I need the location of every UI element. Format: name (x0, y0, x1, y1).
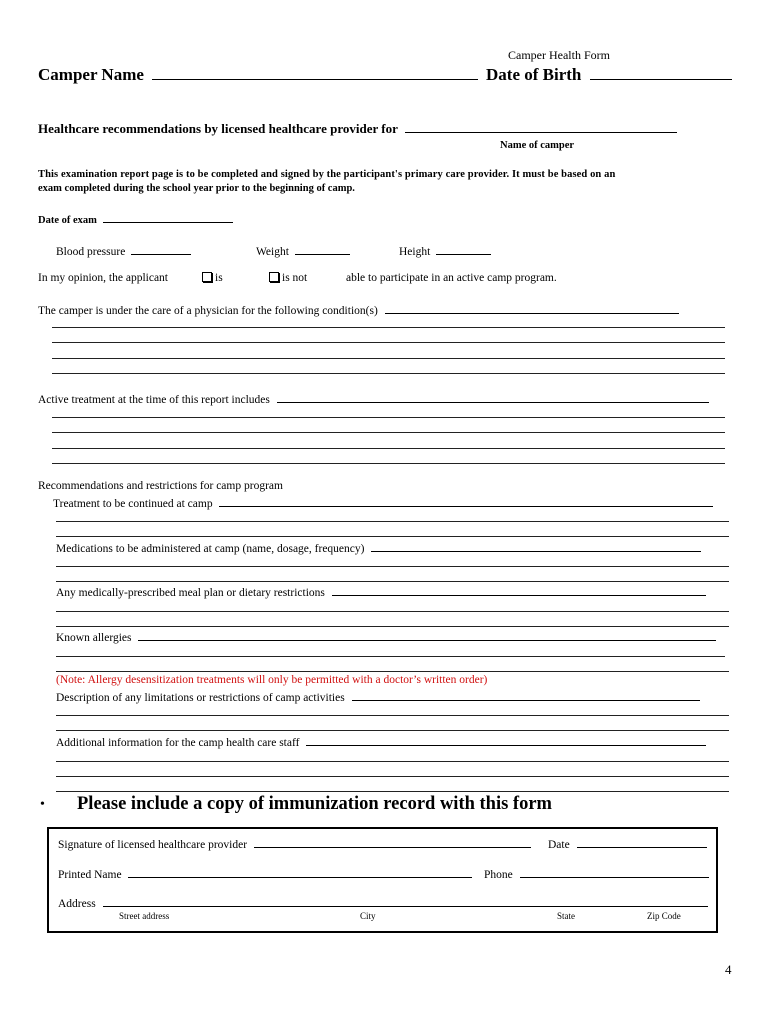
active-treatment-line[interactable] (52, 463, 725, 464)
additional-info-line[interactable] (56, 776, 729, 777)
limitations-line[interactable] (56, 730, 729, 731)
weight (256, 243, 350, 258)
recommendations-label: Recommendations and restrictions for camp program (38, 480, 283, 492)
signature-date (548, 836, 707, 851)
physician-care-line[interactable] (52, 373, 725, 374)
additional-info (56, 734, 706, 749)
date-of-exam-field[interactable] (103, 213, 233, 223)
opinion-tail: able to participate in an active camp program. (346, 272, 557, 284)
allergies-line[interactable] (56, 671, 729, 672)
active-treatment (38, 391, 709, 406)
state-caption: State (557, 911, 575, 921)
page-number: 4 (725, 962, 732, 977)
meal-plan-line[interactable] (56, 626, 729, 627)
street-caption: Street address (119, 911, 170, 921)
treatment-continued-line[interactable] (56, 536, 729, 537)
camper-name-field[interactable] (152, 68, 478, 80)
active-treatment-line[interactable] (52, 432, 725, 433)
immunization-notice: Please include a copy of immunization record with this form (77, 794, 552, 814)
physician-care-field[interactable] (385, 302, 679, 314)
dob-text: Date of Birth (486, 65, 582, 84)
name-of-camper-caption: Name of camper (500, 140, 575, 151)
additional-info-line[interactable] (56, 791, 729, 792)
treatment-continued (53, 495, 713, 510)
option-is-not[interactable] (269, 272, 307, 284)
allergies-field[interactable] (138, 629, 716, 641)
option-is[interactable] (202, 272, 223, 284)
physician-care-label: The camper is under the care of a physician for the following condition(s) (38, 305, 378, 317)
signature-date-label: Date (548, 839, 570, 851)
weight-label: Weight (256, 246, 289, 258)
phone-field[interactable] (520, 866, 709, 878)
allergy-note: (Note: Allergy desensitization treatments will only be permitted with a doctor’s written order) (56, 674, 488, 686)
is-checkbox-icon[interactable] (202, 272, 212, 282)
height-label: Height (399, 246, 431, 258)
medications (56, 540, 701, 555)
weight-field[interactable] (295, 243, 350, 255)
active-treatment-line[interactable] (52, 448, 725, 449)
phone-label: Phone (484, 869, 513, 881)
zip-caption: Zip Code (647, 911, 681, 921)
physician-care-line[interactable] (52, 342, 725, 343)
date-of-exam-label: Date of exam (38, 215, 97, 226)
address (58, 895, 708, 910)
bullet-icon: • (40, 797, 45, 812)
camper-name-label (38, 65, 478, 85)
treatment-continued-label: Treatment to be continued at camp (53, 498, 213, 510)
blood-pressure-field[interactable] (131, 243, 191, 255)
allergies-label: Known allergies (56, 632, 132, 644)
additional-info-line[interactable] (56, 761, 729, 762)
physician-care (38, 302, 679, 317)
additional-info-field[interactable] (306, 734, 706, 746)
address-field[interactable] (103, 895, 708, 907)
active-treatment-line[interactable] (52, 417, 725, 418)
phone (484, 866, 709, 881)
limitations-label: Description of any limitations or restrictions of camp activities (56, 692, 345, 704)
meal-plan-field[interactable] (332, 584, 706, 596)
medications-label: Medications to be administered at camp (name, dosage, frequency) (56, 543, 365, 555)
instructions-line-2: exam completed during the school year prior to the beginning of camp. (38, 183, 355, 194)
option-is-label: is (215, 272, 223, 284)
meal-plan (56, 584, 706, 599)
signature (58, 836, 531, 851)
is-not-checkbox-icon[interactable] (269, 272, 279, 282)
form-title: Camper Health Form (508, 48, 610, 62)
physician-care-line[interactable] (52, 327, 725, 328)
option-is-not-label: is not (282, 272, 308, 284)
treatment-continued-field[interactable] (219, 495, 713, 507)
medications-field[interactable] (371, 540, 701, 552)
printed-name (58, 866, 472, 881)
limitations-field[interactable] (352, 689, 700, 701)
camper-name-text: Camper Name (38, 65, 144, 84)
dob-label (486, 65, 732, 85)
allergies (56, 629, 716, 644)
blood-pressure (56, 243, 191, 258)
recommendations-heading-text: Healthcare recommendations by licensed healthcare provider for (38, 121, 398, 136)
instructions-line-1: This examination report page is to be completed and signed by the participant's primary care provider. It must be based on an (38, 169, 616, 180)
medications-line[interactable] (56, 581, 729, 582)
allergies-line[interactable] (56, 656, 725, 657)
meal-plan-label: Any medically-prescribed meal plan or dietary restrictions (56, 587, 325, 599)
blood-pressure-label: Blood pressure (56, 246, 126, 258)
dob-field[interactable] (590, 68, 732, 80)
opinion-lead: In my opinion, the applicant (38, 272, 168, 284)
printed-name-field[interactable] (128, 866, 472, 878)
signature-field[interactable] (254, 836, 531, 848)
additional-info-label: Additional information for the camp health care staff (56, 737, 300, 749)
date-of-exam (38, 213, 233, 226)
limitations (56, 689, 700, 704)
signature-date-field[interactable] (577, 836, 707, 848)
height (399, 243, 491, 258)
height-field[interactable] (436, 243, 491, 255)
meal-plan-line[interactable] (56, 611, 729, 612)
treatment-continued-line[interactable] (56, 521, 729, 522)
city-caption: City (360, 911, 376, 921)
limitations-line[interactable] (56, 715, 729, 716)
address-label: Address (58, 898, 96, 910)
printed-name-label: Printed Name (58, 869, 122, 881)
physician-care-line[interactable] (52, 358, 725, 359)
camper-name-for-field[interactable] (405, 121, 677, 133)
active-treatment-label: Active treatment at the time of this report includes (38, 394, 270, 406)
medications-line[interactable] (56, 566, 729, 567)
signature-label: Signature of licensed healthcare provider (58, 839, 248, 851)
recommendations-heading (38, 121, 677, 137)
active-treatment-field[interactable] (277, 391, 709, 403)
